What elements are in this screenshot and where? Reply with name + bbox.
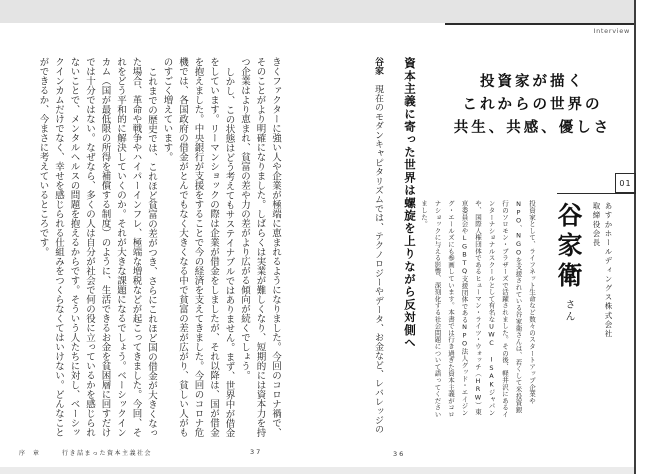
scan-top-margin [0,0,636,23]
interviewee-profile [551,202,614,437]
chapter-title: 行き詰まった資本主義社会 [62,450,153,457]
article-title-line: これからの世界の [462,97,603,113]
page-footer [0,448,345,458]
body-paragraph: しかし、この状態はどう考えてもサステイナブルではありません。まず、世界中が借金をしています。リーマンショックの際は企業が借金をしましたが、それ以降は、国が借金を抱えました。中央銀行が支援をすることで今の経済を支えてきました。今回のコロナ危機では、各国政府の借金がとんでもなく大きくなる中で貧富の差が広がり、貧しい人がものすごく増えています。 [161,57,235,437]
body-paragraph: これまでの歴史では、これほど貧富の差がつき、さらにこれほど国の借金が大きくなった場合、革命や戦争やハイパーインフレ、極端な増税などが起こってきました。今回、それをどう平和的に解決していくのか。それが大きな課題になるでしょう。ベーシックインカム（国が最低限の所得を補償する制度）のように、生活できるお金を貧困層に回すだけでは十分ではない。なぜなら、多くの人は自分が社会で何の役に立っているかを感じられないことで、メンタルヘルスの問題を抱えるからです。そういう人たちに対し、ベーシックインカムだけでなく、幸せを感じられる仕組みをつくらなくてはいけない。どんなことができるか、今まさに考えているところです。 [37,57,157,437]
body-text [35,57,283,437]
scan-bottom-margin [0,467,636,474]
page-number-right: 36 [393,450,406,458]
company-name: あすかホールディングス株式会社 [604,202,613,339]
body-paragraph: きくファクターに強い人や企業が極端に恵まれるようになりました。今回のコロナ禍で、そのことがより明確になりました。しばらくは実業が難しくなり、短期的には資本力を持つ企業はより恵まれ、貧富の差や力の差がより広がる傾向が続くでしょう。 [239,57,281,437]
left-page [0,23,345,467]
lead-text: 現在のモダンキャピタリズムでは、テクノロジーやデータ、お金など、レバレッジの [373,84,383,435]
profile-rule [557,193,636,194]
article-title-line: 共生、共感、優しさ [453,120,612,136]
speaker-label: 谷家 [373,57,383,76]
section-label: Interview [593,27,630,35]
page-number-left: 37 [250,448,263,456]
interviewee-name [551,202,585,437]
chapter-label: 序 章 [19,450,42,457]
article-title [433,71,632,140]
section-heading: 資本主義に寄った世界は螺旋を上りながら反対側へ [403,57,417,350]
chapter-number: 01 [619,178,632,188]
interviewee-bio: 投資家として、ライフネット生命など数々のスタートアップ企業やNPO、NGOを支援されている谷家衛さんは、若くして米投資銀行のソロモン・ブラザーズで活躍されました。その後、軽井沢にあるインターナショナルスクールとして有名なUWC ISAKジャパンや、国際人権団体であるヒューマン・ライツ・ウォッチ（HRW）東京委員会やLGBTQ支援団体であるNPO法人グッド・エイジング・エールズにも参画しています。本書では行き過ぎた資本主義がコロナショックに与える影響、深刻化する社会問題について語ってくださいました。 [420,200,536,418]
right-page [345,23,636,467]
honorific: さん [563,299,574,323]
article-title-line: 投資家が描く [480,74,585,90]
lead-paragraph [370,57,385,435]
name-text: 谷家衛 [554,202,583,292]
header-rule [445,23,634,25]
lead-block [370,57,418,435]
chapter-number-badge [615,173,636,193]
job-title: 取締役会長 [592,202,601,248]
